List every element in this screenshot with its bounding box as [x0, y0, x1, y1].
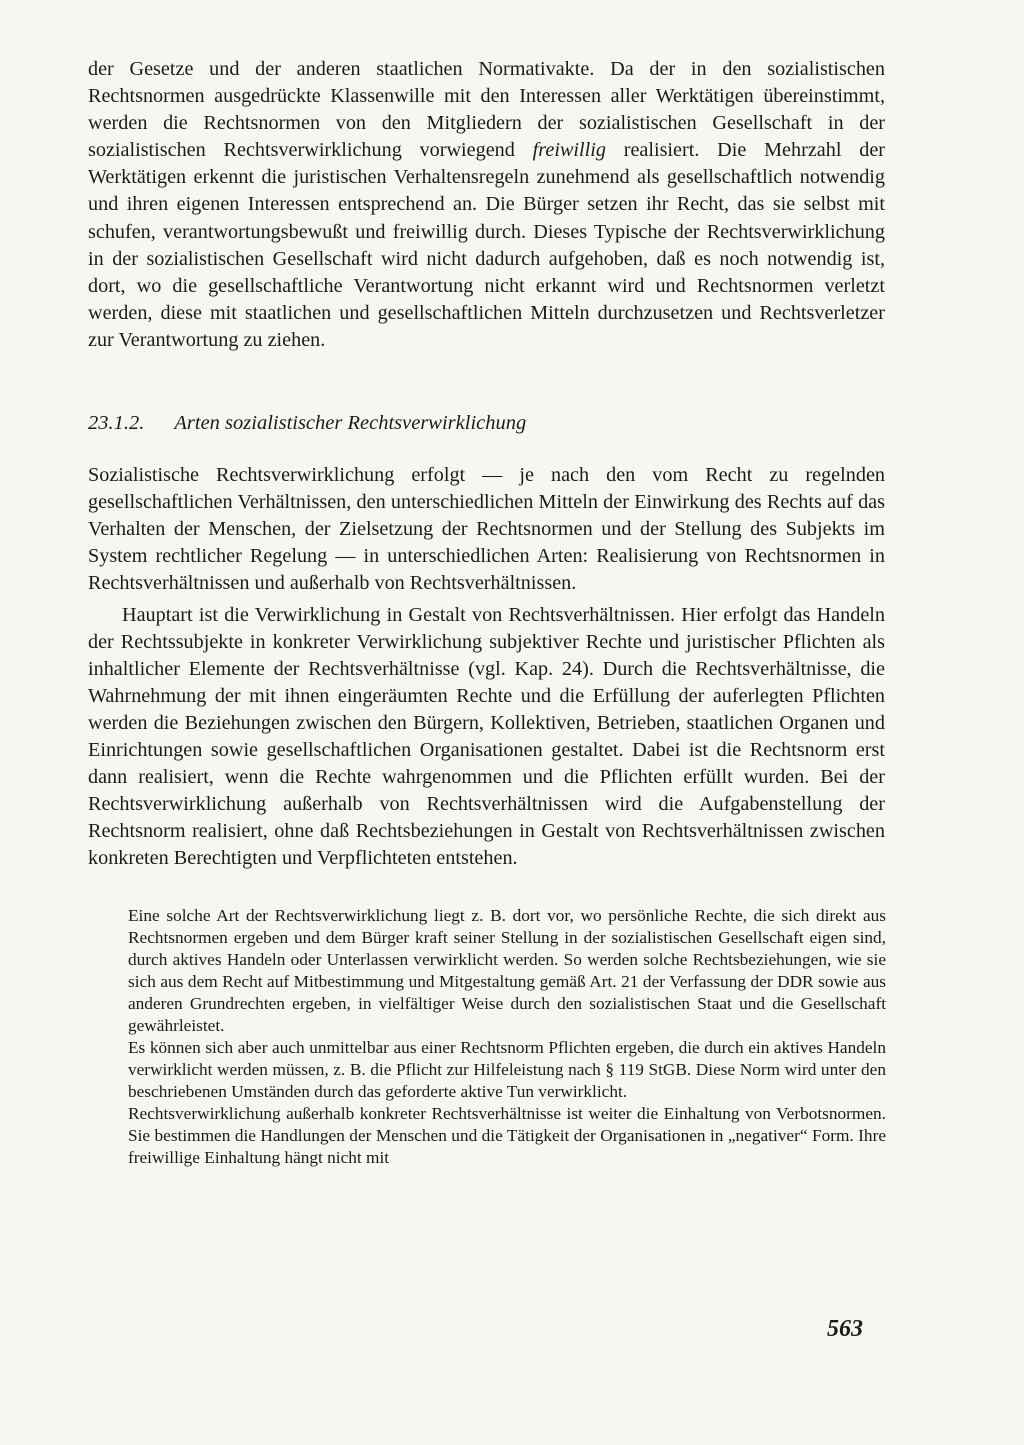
- section-number: 23.1.2.: [88, 412, 145, 435]
- small-paragraph-1: Eine solche Art der Rechtsverwirklichung liegt z. B. dort vor, wo persönliche Rechte, die sich direkt aus Rechtsnormen ergeben und dem Bürger kraft seiner Stellung in der sozialistischen Gesellschaft eigen sind, durch aktives Handeln oder Unterlassen verwirklicht werden. So werden solche Rechtsbeziehungen, wie sie sich aus dem Recht auf Mitbestimmung und Mitgestaltung gemäß Art. 21 der Verfassung der DDR sowie aus anderen Grundrechten ergeben, in vielfältiger Weise durch den sozialistischen Staat und die Gesellschaft gewährleistet.: [128, 906, 886, 1036]
- paragraph-types: Sozialistische Rechtsverwirklichung erfolgt — je nach den vom Recht zu regelnden gesellschaftlichen Verhältnissen, den unterschiedlichen Mitteln der Einwirkung des Rechts auf das Verhalten der Menschen, der Zielsetzung der Rechtsnormen und der Stellung des Subjekts im System rechtlicher Regelung — in unterschiedlichen Arten: Realisierung von Rechtsnormen in Rechtsverhältnissen und außerhalb von Rechtsverhältnissen.: [88, 464, 885, 595]
- document-page: [88, 56, 885, 1169]
- small-print-block: [128, 905, 886, 1169]
- small-paragraph-2: Es können sich aber auch unmittelbar aus einer Rechtsnorm Pflichten ergeben, die durch ein aktives Handeln verwirklicht werden müssen, z. B. die Pflicht zur Hilfeleistung nach § 119 StGB. Diese Norm wird unter den beschriebenen Umständen durch das geforderte aktive Tun verwirklicht.: [128, 1038, 886, 1102]
- section-heading: [88, 410, 885, 436]
- small-paragraph-3: Rechtsverwirklichung außerhalb konkreter Rechtsverhältnisse ist weiter die Einhaltung von Verbotsnormen. Sie bestimmen die Handlungen der Menschen und die Tätigkeit der Organisationen in „negativer“ Form. Ihre freiwillige Einhaltung hängt nicht mit: [128, 1104, 886, 1168]
- paragraph-intro: [88, 56, 885, 354]
- italic-word: freiwillig: [532, 139, 606, 162]
- section-title: Arten sozialistischer Rechtsverwirklichung: [174, 412, 527, 435]
- page-number: 563: [827, 1316, 863, 1342]
- paragraph-intro-part2: realisiert. Die Mehrzahl der Werktätigen erkennt die juristischen Verhaltensregeln zunehmend als gesellschaftlich notwendig und ihren eigenen Interessen entsprechend an. Die Bürger setzen ihr Recht, das sie selbst mit schufen, verantwortungsbewußt und freiwillig durch. Dieses Typische der Rechtsverwirklichung in der sozialistischen Gesellschaft wird nicht dadurch aufgehoben, daß es noch notwendig ist, dort, wo die gesellschaftliche Verantwortung nicht erkannt wird und Rechtsnormen verletzt werden, diese mit staatlichen und gesellschaftlichen Mitteln durchzusetzen und Rechtsverletzer zur Verantwortung zu ziehen.: [88, 139, 885, 351]
- paragraph-intro-part1: der Gesetze und der anderen staatlichen Normativakte. Da der in den sozialistischen Rechtsnormen ausgedrückte Klassenwille mit den Interessen aller Werktätigen übereinstimmt, werden die Rechtsnormen von den Mitgliedern der sozialistischen Gesellschaft in der sozialistischen Rechtsverwirklichung vorwiegend: [88, 58, 885, 162]
- paragraph-main-type: Hauptart ist die Verwirklichung in Gestalt von Rechtsverhältnissen. Hier erfolgt das Handeln der Rechtssubjekte in konkreter Verwirklichung subjektiver Rechte und juristischer Pflichten als inhaltlicher Elemente der Rechtsverhältnisse (vgl. Kap. 24). Durch die Rechtsverhältnisse, die Wahrnehmung der mit ihnen eingeräumten Rechte und die Erfüllung der auferlegten Pflichten werden die Beziehungen zwischen den Bürgern, Kollektiven, Betrieben, staatlichen Organen und Einrichtungen sowie gesellschaftlichen Organisationen gestaltet. Dabei ist die Rechtsnorm erst dann realisiert, wenn die Rechte wahrgenommen und die Pflichten erfüllt wurden. Bei der Rechtsverwirklichung außerhalb von Rechtsverhältnissen wird die Aufgabenstellung der Rechtsnorm realisiert, ohne daß Rechtsbeziehungen in Gestalt von Rechtsverhältnissen zwischen konkreten Berechtigten und Verpflichteten entstehen.: [88, 603, 885, 870]
